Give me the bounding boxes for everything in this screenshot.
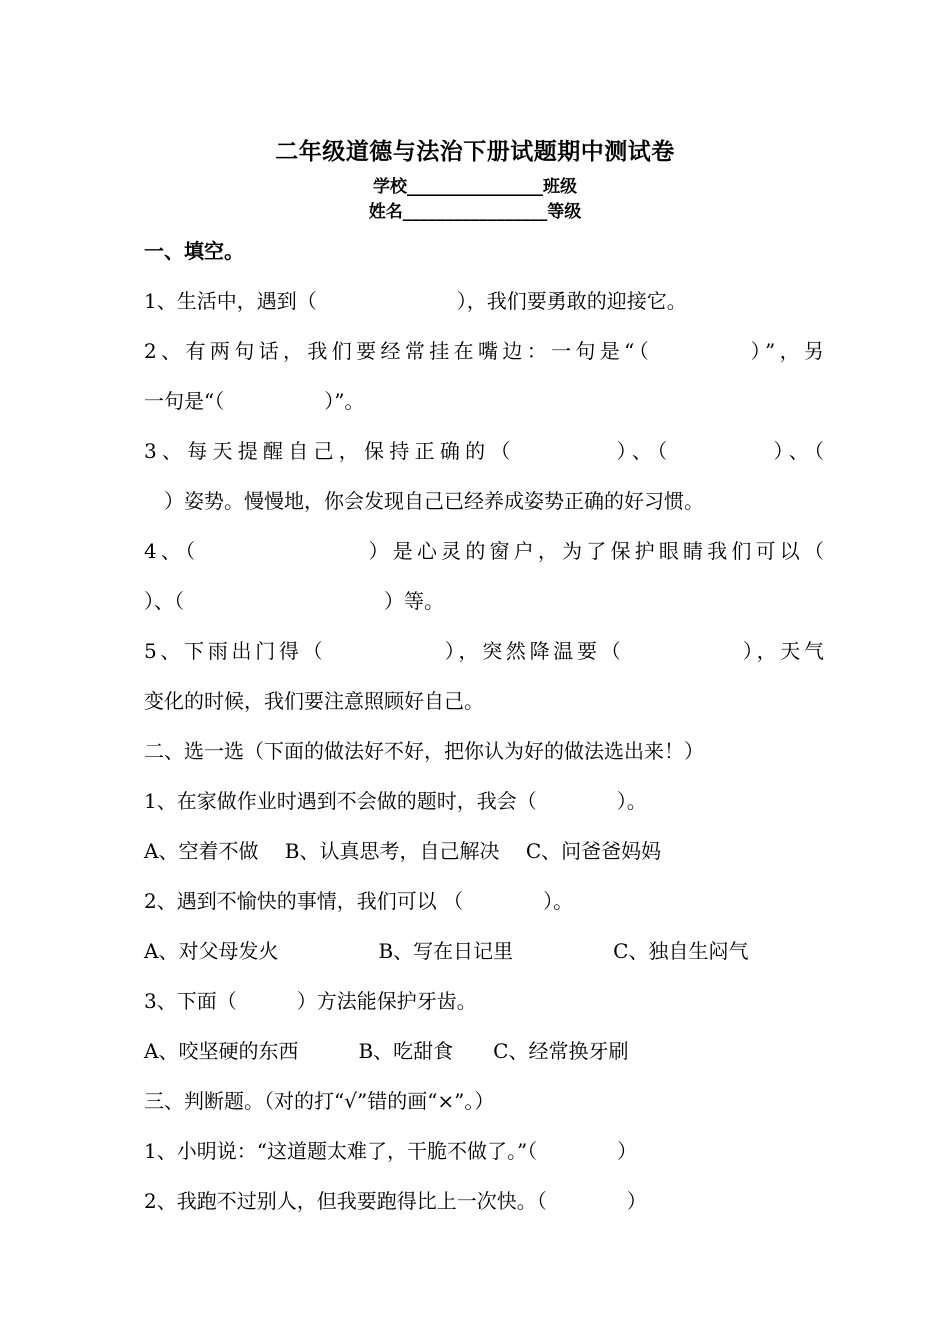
choose-options-3: A、咬坚硬的东西 B、吃甜食 C、经常换牙刷 — [144, 1039, 629, 1063]
fill-question-4-cont: ）、（ ）等。 — [144, 589, 444, 613]
choose-question-1: 1、在家做作业时遇到不会做的题时，我会（ ）。 — [144, 789, 647, 813]
fill-question-2: 2、有两句话，我们要经常挂在嘴边：一句是“（ ）”，另 — [144, 339, 824, 363]
section-choose-heading: 二、选一选（下面的做法好不好，把你认为好的做法选出来！） — [144, 739, 704, 763]
fill-question-5: 5、下雨出门得（ ），突然降温要（ ），天气 — [144, 639, 824, 663]
choose-question-3: 3、下面（ ）方法能保护牙齿。 — [144, 989, 477, 1013]
section-judge-heading: 三、判断题。（对的打“√”错的画“×”。） — [144, 1089, 495, 1113]
fill-question-2-cont: 一句是“（ ）”。 — [144, 389, 365, 413]
name-grade-line: 姓名_________________等级 — [368, 202, 582, 222]
fill-question-1: 1、生活中，遇到（ ），我们要勇敢的迎接它。 — [144, 289, 687, 313]
choose-question-2: 2、遇到不愉快的事情，我们可以 （ ）。 — [144, 889, 574, 913]
choose-options-2: A、对父母发火 B、写在日记里 C、独自生闷气 — [144, 939, 749, 963]
judge-question-2: 2、我跑不过别人，但我要跑得比上一次快。（ ） — [144, 1189, 647, 1213]
fill-question-4: 4、（ ）是心灵的窗户，为了保护眼睛我们可以（ — [144, 539, 824, 563]
exam-title: 二年级道德与法治下册试题期中测试卷 — [275, 139, 675, 165]
section-fill-heading: 一、填空。 — [144, 239, 244, 263]
fill-question-5-cont: 变化的时候，我们要注意照顾好自己。 — [144, 689, 484, 713]
fill-question-3: 3、每天提醒自己，保持正确的（ ）、（ ）、（ — [144, 439, 824, 463]
fill-question-3-cont: ）姿势。慢慢地，你会发现自己已经养成姿势正确的好习惯。 — [144, 489, 704, 513]
choose-options-1: A、空着不做 B、认真思考，自己解决 C、问爸爸妈妈 — [144, 839, 662, 863]
judge-question-1: 1、小明说：“这道题太难了，干脆不做了。”（ ） — [144, 1139, 638, 1163]
school-class-line: 学校________________班级 — [373, 177, 577, 197]
